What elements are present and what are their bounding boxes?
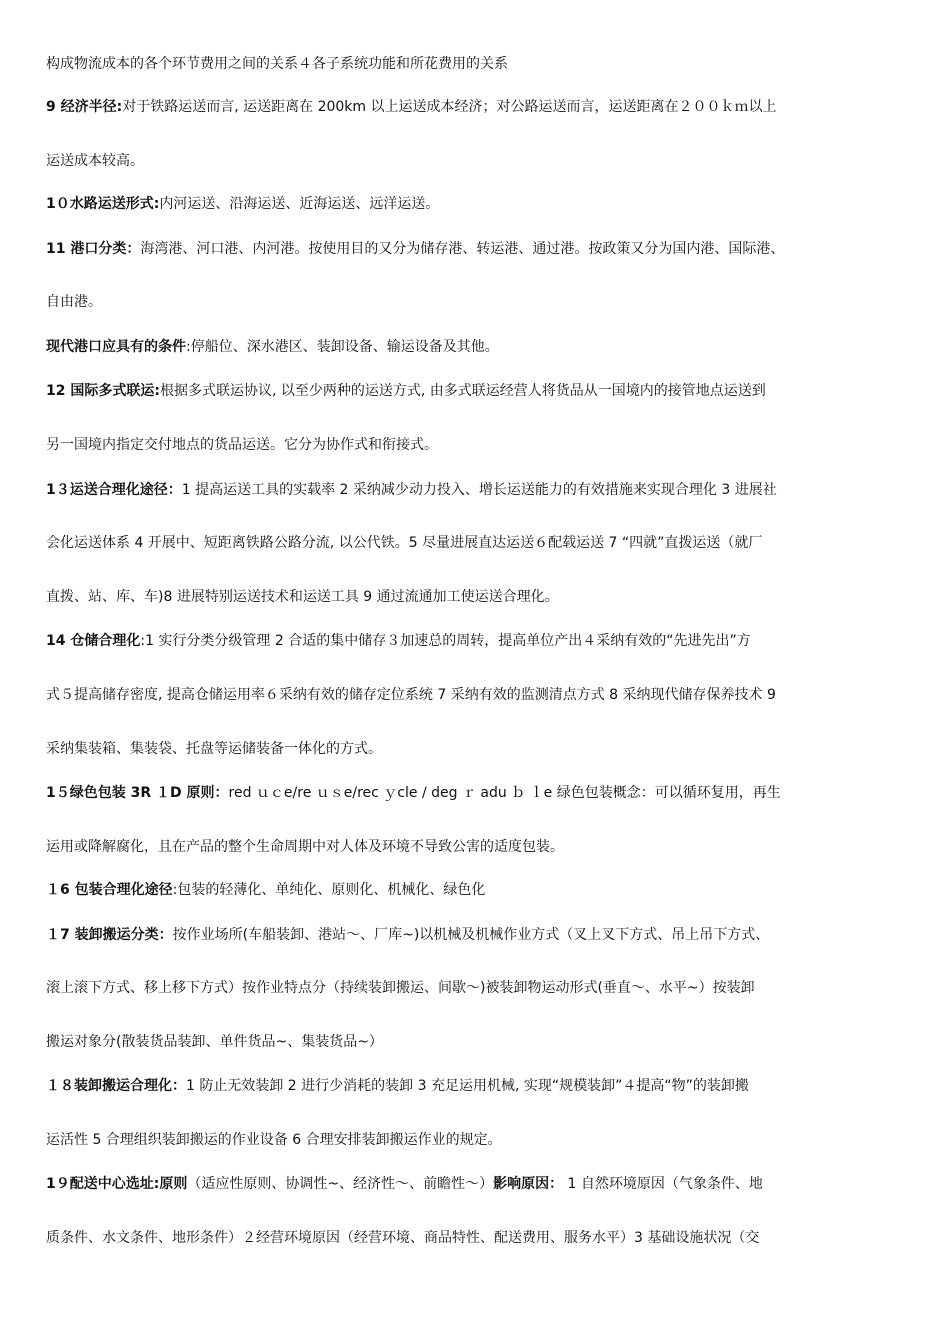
text-line-14: 式５提高储存密度, 提高仓储运用率６采纳有效的储存定位系统 7 采纳有效的监测清点方式 8 采纳现代储存保养技术 9 (46, 687, 776, 703)
text-line-12: 直拨、站、库、车)8 进展特别运送技术和运送工具 9 通过流通加工使运送合理化。 (46, 589, 559, 605)
text-line-13: 14 仓储合理化:1 实行分类分级管理 2 合适的集中储存３加速总的周转，提高单位产出４采纳有效的“先进先出”方 (46, 633, 751, 649)
text-line-19: １7 装卸搬运分类：按作业场所(车船装卸、港站～、厂库~)以机械及机械作业方式（叉上叉下方式、吊上吊下方式、 (46, 927, 770, 943)
text-line-21: 搬运对象分(散装货品装卸、单件货品~、集装货品~） (46, 1034, 383, 1050)
text-line-3: 运送成本较高。 (46, 153, 144, 169)
text-line-7: 现代港口应具有的条件:停船位、深水港区、装卸设备、输运设备及其他。 (46, 339, 499, 355)
text-line-24: 1９配送中心选址:原则（适应性原则、协调性~、经济性～、前瞻性～）影响原因： 1 自然环境原因（气象条件、地 (46, 1176, 763, 1192)
text-line-11: 会化运送体系 4 开展中、短距离铁路公路分流, 以公代铁。5 尽量进展直达运送６配载运送 7 “四就”直拨运送（就厂 (46, 535, 763, 551)
text-line-1: 构成物流成本的各个环节费用之间的关系４各子系统功能和所花费用的关系 (46, 56, 508, 72)
text-line-17: 运用或降解腐化，且在产品的整个生命周期中对人体及环境不导致公害的适度包装。 (46, 839, 564, 855)
text-line-6: 自由港。 (46, 294, 102, 310)
text-line-15: 采纳集装箱、集装袋、托盘等运储装备一体化的方式。 (46, 741, 382, 757)
text-line-22: １８装卸搬运合理化：1 防止无效装卸 2 进行少消耗的装卸 3 充足运用机械, 实现“规模装卸”４提高“物”的装卸搬 (46, 1078, 749, 1094)
text-line-9: 另一国境内指定交付地点的货品运送。它分为协作式和衔接式。 (46, 437, 438, 453)
text-line-16: 1５绿色包装 3R １D 原则：red ｕｃe/re ｕｓe/rec ｙcle / deg ｒ adu ｂ ｌe 绿色包装概念：可以循环复用，再生 (46, 785, 781, 801)
text-line-2: 9 经济半径:对于铁路运送而言, 运送距离在 200km 以上运送成本经济；对公路运送而言，运送距离在２００ｋｍ以上 (46, 99, 777, 115)
text-line-20: 滚上滚下方式、移上移下方式）按作业特点分（持续装卸搬运、间歇～)被装卸物运动形式(垂直～、水平~）按装卸 (46, 980, 755, 996)
text-line-23: 运活性 5 合理组织装卸搬运的作业设备 6 合理安排装卸搬运作业的规定。 (46, 1132, 502, 1148)
text-line-8: 12 国际多式联运:根据多式联运协议, 以至少两种的运送方式, 由多式联运经营人将货品从一国境内的接管地点运送到 (46, 383, 766, 399)
text-line-18: １6 包装合理化途径:包装的轻薄化、单纯化、原则化、机械化、绿色化 (46, 882, 486, 898)
text-line-5: 11 港口分类：海湾港、河口港、内河港。按使用目的又分为储存港、转运港、通过港。按政策又分为国内港、国际港、 (46, 241, 785, 257)
text-line-10: 1３运送合理化途径：1 提高运送工具的实载率 2 采纳减少动力投入、增长运送能力的有效措施来实现合理化 3 进展社 (46, 482, 777, 498)
text-line-25: 质条件、水文条件、地形条件）２经营环境原因（经营环境、商品特性、配送费用、服务水平）3 基础设施状况（交 (46, 1230, 760, 1246)
text-line-4: 1０水路运送形式:内河运送、沿海运送、近海运送、远洋运送。 (46, 196, 440, 212)
